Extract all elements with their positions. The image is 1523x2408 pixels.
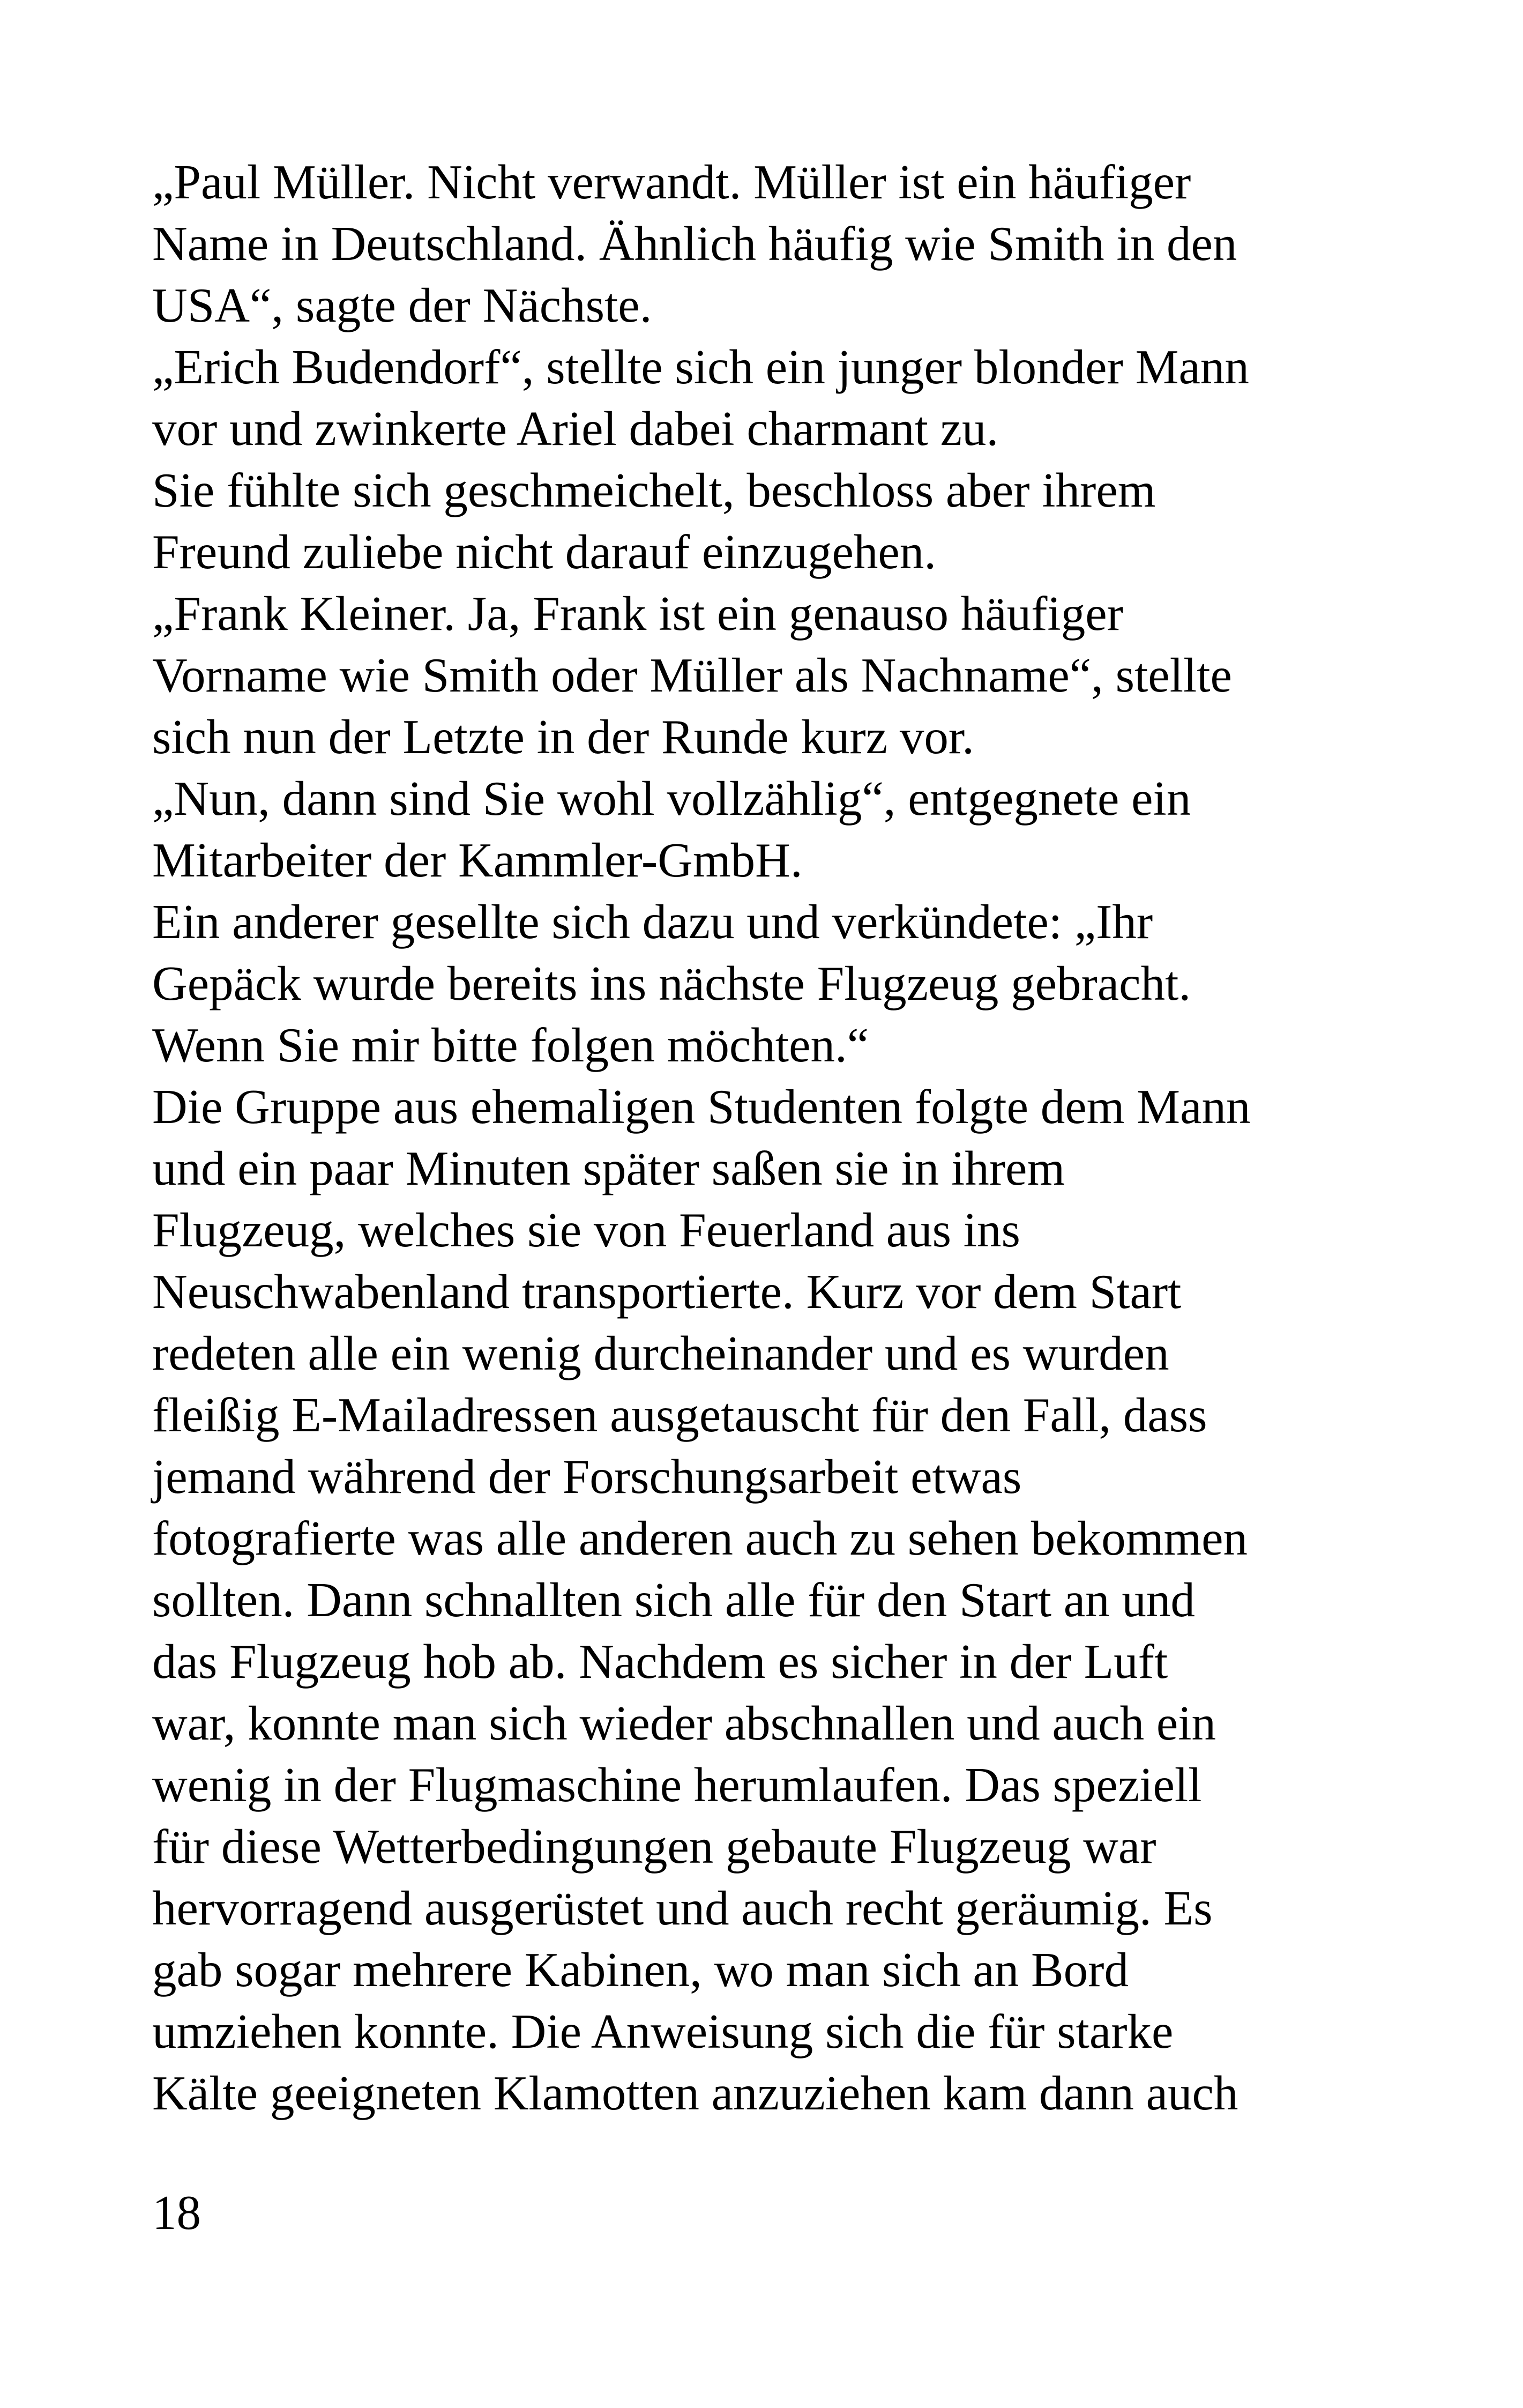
text-line: Sie fühlte sich geschmeichelt, beschloss aber ihrem [152, 463, 1156, 517]
text-line: umziehen konnte. Die Anweisung sich die für starke [152, 2004, 1174, 2058]
text-line: Neuschwabenland transportierte. Kurz vor dem Start [152, 1265, 1182, 1319]
text-line: redeten alle ein wenig durcheinander und es wurden [152, 1326, 1169, 1380]
text-line: fleißig E-Mailadressen ausgetauscht für den Fall, dass [152, 1388, 1207, 1442]
text-line: war, konnte man sich wieder abschnallen und auch ein [152, 1696, 1216, 1750]
text-line: Name in Deutschland. Ähnlich häufig wie Smith in den [152, 217, 1237, 271]
text-line: Kälte geeigneten Klamotten anzuziehen kam dann auch [152, 2066, 1238, 2120]
text-line: Vorname wie Smith oder Müller als Nachname“, stellte [152, 648, 1232, 702]
text-line: „Erich Budendorf“, stellte sich ein junger blonder Mann [152, 340, 1249, 394]
text-line: das Flugzeug hob ab. Nachdem es sicher in der Luft [152, 1634, 1168, 1689]
text-line: sollten. Dann schnallten sich alle für den Start an und [152, 1573, 1195, 1627]
body-text [152, 151, 1385, 2124]
text-line: Gepäck wurde bereits ins nächste Flugzeug gebracht. [152, 956, 1191, 1010]
page-number: 18 [152, 2186, 201, 2240]
text-line: Die Gruppe aus ehemaligen Studenten folgte dem Mann [152, 1080, 1251, 1134]
text-line: fotografierte was alle anderen auch zu sehen bekommen [152, 1511, 1248, 1565]
text-line: Mitarbeiter der Kammler-GmbH. [152, 833, 803, 887]
text-line: wenig in der Flugmaschine herumlaufen. Das speziell [152, 1758, 1202, 1812]
text-line: „Nun, dann sind Sie wohl vollzählig“, entgegnete ein [152, 771, 1191, 826]
text-line: hervorragend ausgerüstet und auch recht geräumig. Es [152, 1881, 1213, 1935]
text-line: Wenn Sie mir bitte folgen möchten.“ [152, 1018, 869, 1072]
text-line: Flugzeug, welches sie von Feuerland aus ins [152, 1203, 1020, 1257]
text-line: Freund zuliebe nicht darauf einzugehen. [152, 525, 936, 579]
text-line: vor und zwinkerte Ariel dabei charmant zu. [152, 402, 999, 456]
text-line: für diese Wetterbedingungen gebaute Flugzeug war [152, 1819, 1156, 1874]
text-line: „Paul Müller. Nicht verwandt. Müller ist ein häufiger [152, 155, 1191, 209]
text-line: USA“, sagte der Nächste. [152, 278, 652, 332]
text-line: „Frank Kleiner. Ja, Frank ist ein genauso häufiger [152, 586, 1123, 641]
text-line: und ein paar Minuten später saßen sie in ihrem [152, 1141, 1065, 1195]
text-line: Ein anderer gesellte sich dazu und verkündete: „Ihr [152, 895, 1153, 949]
text-line: sich nun der Letzte in der Runde kurz vor. [152, 710, 974, 764]
text-line: gab sogar mehrere Kabinen, wo man sich an Bord [152, 1943, 1129, 1997]
text-line: jemand während der Forschungsarbeit etwas [152, 1450, 1022, 1504]
